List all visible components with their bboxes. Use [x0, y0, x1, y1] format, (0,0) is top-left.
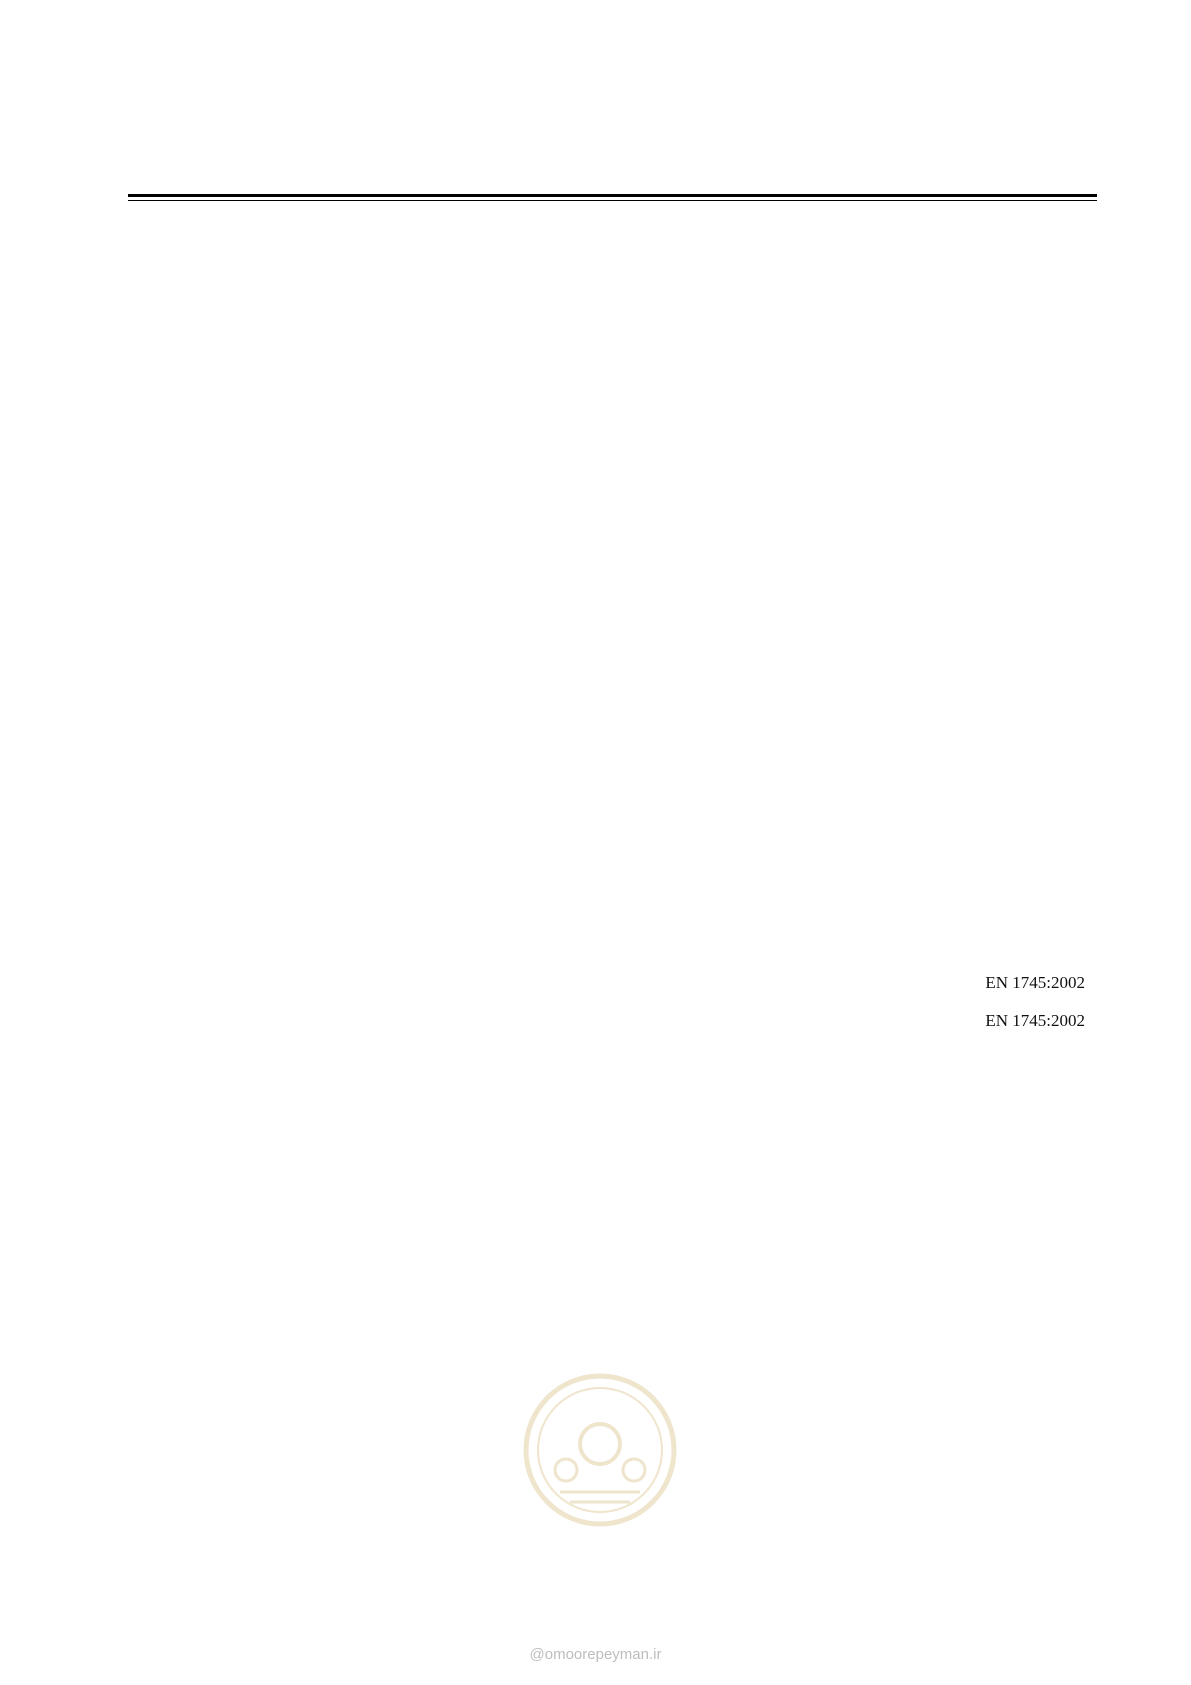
- header-rule-thick: [128, 194, 1097, 197]
- watermark-site: @omoorepeyman.ir: [529, 1646, 662, 1663]
- page-header: [128, 126, 1097, 194]
- paragraph-line: [140, 964, 1085, 1002]
- standard-reference: EN 1745:2002: [985, 973, 1085, 992]
- paragraph: [140, 964, 1085, 1040]
- header-rule-thin: [128, 200, 1097, 201]
- watermark-seal-icon: [520, 1370, 680, 1530]
- standard-reference: EN 1745:2002: [985, 1011, 1085, 1030]
- paragraph-line: [140, 1002, 1085, 1040]
